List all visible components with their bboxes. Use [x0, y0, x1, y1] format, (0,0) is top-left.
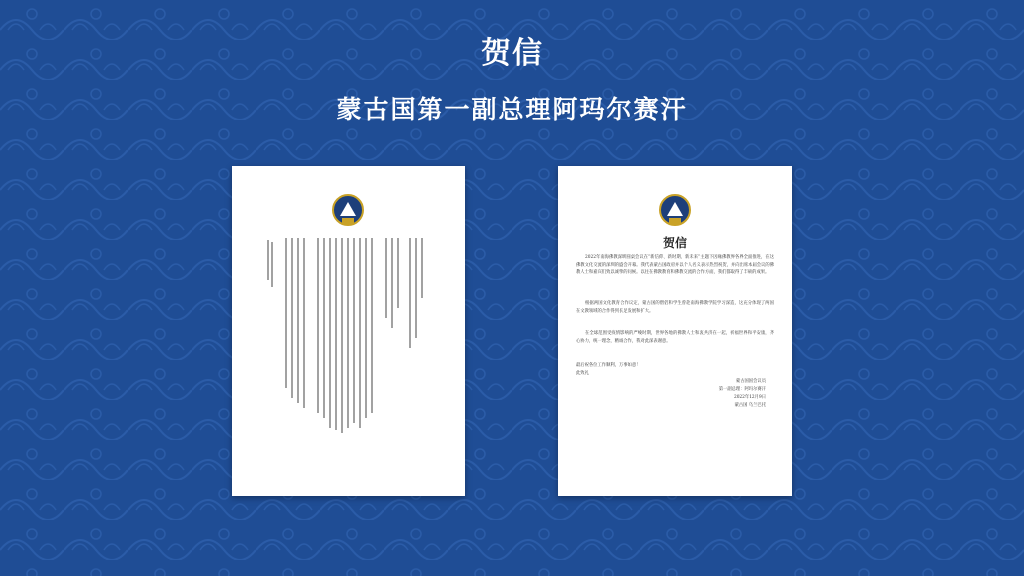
letter-paragraph-3: 在全球范围受疫情影响的严峻时期，世界各地的佛教人士和衷共济在一起，祈福世界和平安康，齐心协力，统一理念，精诚合作，我对此深表谢意。: [576, 331, 774, 344]
letter-paragraph-2: 根据两国文化教育合作议定，蒙古国的僧侣和学生曾赴南海佛教学院学习深造，这充分体现了两国在文教领域的合作得到长足发展和扩大。: [576, 301, 774, 314]
letter-closing: [576, 362, 640, 377]
signature-location: 蒙古国 乌兰巴托: [734, 403, 766, 408]
letter-page-mongolian: [232, 166, 465, 496]
closing-line-2: 此致礼: [576, 370, 589, 376]
mongolia-state-emblem-icon: [332, 194, 364, 228]
letter-page-chinese: [558, 166, 792, 496]
mongolian-script-text: [262, 228, 432, 438]
letter-heading: 贺信: [662, 236, 687, 250]
signature-line-2: 第一副总理：阿玛尔赛汗: [718, 387, 766, 392]
letter-paragraph-1: 2022年南海佛教深圳圆桌会议在“新信仰、新时期、新未来”主题下因缘佛教界各界全面推进，在这佛教文化交流的深圳的盛会开幕。我代表蒙古国政府并以个人名义表示热烈祝贺，并向出席本届会议的佛教人士和嘉宾们致以诚挚的问候。以往在佛教教育和佛教交流的合作方面，我们都取得了丰硕的成果。: [576, 255, 774, 276]
closing-line-1: 最后祝各位工作顺利，万事如意！: [576, 363, 641, 368]
page-title: 贺信: [481, 36, 543, 71]
mongolia-state-emblem-icon: [659, 194, 691, 228]
page-subtitle: 蒙古国第一副总理阿玛尔赛汗: [336, 95, 688, 124]
signature-date: 2022年12月9日: [733, 395, 766, 400]
signature-line-1: 蒙古国国会议员: [735, 379, 766, 384]
